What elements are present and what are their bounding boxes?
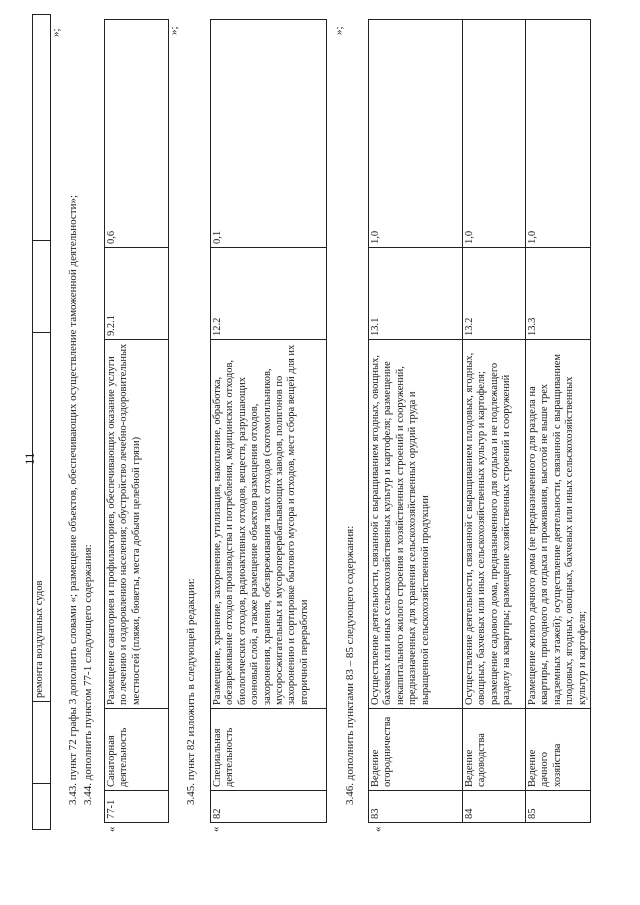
paragraph-3-43: 3.43. пункт 72 графы 3 дополнить словами «; размещение объектов, обеспечивающих осуществление таможенной деятельности»; — [67, 194, 79, 805]
quote-close-3: »; — [333, 26, 345, 35]
cell-value: 1,0 — [369, 20, 463, 248]
cell-name: Санаторная деятельность — [105, 709, 169, 791]
table-top-fragment — [32, 14, 51, 830]
table-row — [33, 15, 51, 830]
cell-desc: Размещение санаториев и профилакториев, обеспечивающих оказание услуги по лечению и оздоровлению населения; обустройство лечебно-оздоровительных местностей (пляжи, бюветы, места добычи целебной грязи) — [105, 340, 169, 709]
cell-num — [33, 784, 51, 830]
cell-num: 83 — [369, 791, 463, 823]
quote-open-3: « — [372, 826, 384, 832]
cell-name: Ведение огородничества — [369, 709, 463, 791]
cell-desc: Осуществление деятельности, связанной с выращиванием плодовых, ягодных, овощных, бахчевых или иных сельскохозяйственных культур и картофеля; размещение садового дома, предназначенного для отдыха и не подлежащего разделу на квартиры; размещение хозяйственных строений и сооружений — [463, 340, 526, 709]
quote-close-1: »; — [50, 28, 62, 37]
cell-desc: Осуществление деятельности, связанной с выращиванием ягодных, овощных, бахчевых или иных сельскохозяйственных культур и картофеля; размещение некапитального жилого строения и хозяйственных строений и сооружений, предназначенных для хранения сельскохозяйственных орудий труда и выращенной сельскохозяйственной продукции — [369, 340, 463, 709]
cell-desc: Размещение жилого дачного дома (не предназначенного для раздела на квартиры, пригодного для отдыха и проживания, высотой не выше трех надземных этажей); осуществление деятельности, связанной с выращиванием плодовых, ягодных, овощных, бахчевых или иных сельскохозяйственных культур и картофеля; — [526, 340, 591, 709]
cell-code: 13.2 — [463, 248, 526, 340]
cell-name: Ведение садоводства — [463, 709, 526, 791]
cell-value — [33, 15, 51, 241]
table-row — [526, 20, 591, 823]
table-row — [105, 20, 169, 823]
cell-desc: Размещение, хранение, захоронение, утилизация, накопление, обработка, обезвреживание отходов производства и потребления, медицинских отходов, биологических отходов, радиоактивных отходов, веществ, разрушающих озоновый слой, а также размещение объектов размещения отходов, захоронения, хранения, обезвреживания таких отходов (скотомогильников, мусоросжигательных и мусороперерабатывающих заводов, полигонов по захоронению и сортировке бытового мусора и отходов, мест сбора вещей для их вторичной переработки — [211, 340, 327, 709]
cell-value: 1,0 — [463, 20, 526, 248]
cell-num: 85 — [526, 791, 591, 823]
cell-code: 12.2 — [211, 248, 327, 340]
table-rows-83-85 — [368, 19, 591, 823]
quote-open-2: « — [210, 826, 222, 832]
table-row — [463, 20, 526, 823]
cell-code: 9.2.1 — [105, 248, 169, 340]
cell-name — [33, 702, 51, 784]
cell-value: 0,6 — [105, 20, 169, 248]
table-row — [211, 20, 327, 823]
page-number: 11 — [22, 452, 37, 465]
paragraph-3-45: 3.45. пункт 82 изложить в следующей редакции: — [185, 578, 197, 805]
table-row — [369, 20, 463, 823]
quote-close-2: »; — [168, 26, 180, 35]
cell-code: 13.3 — [526, 248, 591, 340]
cell-desc: ремонта воздушных судов — [33, 333, 51, 702]
cell-code — [33, 241, 51, 333]
paragraph-3-46: 3.46. дополнить пунктами 83 – 85 следующего содержания: — [344, 525, 356, 805]
cell-num: 77-1 — [105, 791, 169, 823]
cell-value: 0,1 — [211, 20, 327, 248]
cell-code: 13.1 — [369, 248, 463, 340]
table-row-77-1 — [104, 19, 169, 823]
cell-value: 1,0 — [526, 20, 591, 248]
paragraph-3-44: 3.44. дополнить пунктом 77-1 следующего содержания: — [82, 544, 94, 805]
quote-open-1: « — [106, 826, 118, 832]
table-row-82 — [210, 19, 327, 823]
cell-num: 82 — [211, 791, 327, 823]
cell-name: Специальная деятельность — [211, 709, 327, 791]
cell-name: Ведение дачного хозяйства — [526, 709, 591, 791]
cell-num: 84 — [463, 791, 526, 823]
